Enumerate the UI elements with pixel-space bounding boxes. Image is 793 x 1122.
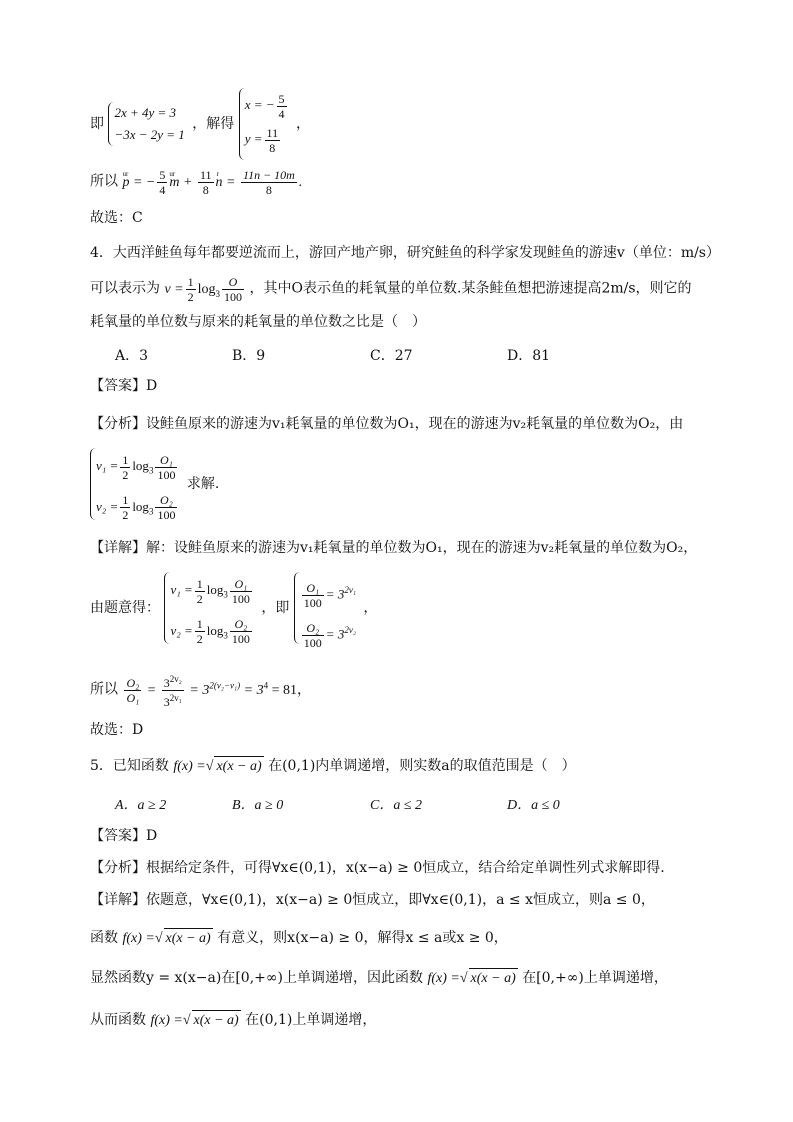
q4-analysis-system: v₁ = $\frac{1}{2}$ $\log_3$ $\frac{\text{O₁}}{100}$ v₂ = $\frac{1}{2}$ $\log_3$ $\frac{\text{O₂}}{100}$ 求解. — [90, 448, 219, 520]
q5-monotone-line: 显然函数y = x(x−a)在[0,+∞)上单调递增，因此函数 f(x) =√ x(x − a) 在[0,+∞)上单调递增， — [90, 968, 668, 989]
solution-system — [239, 88, 289, 160]
system-equations-line — [90, 88, 310, 160]
q4-detail-system: 由题意得： v₁ = $\frac{1}{2}$ $\log_3$ $\frac{\text{O₁}}{100}$ v₂ = $\frac{1}{2}$ $\log_3$ $\frac{\text{O₂}}{100}$ ，即 $\frac{\text{O₁}}{100}$ = $3^{2v_1}$ $\frac{\text{O₂}}{100}$ = $3^{2v_2}$ ， — [90, 572, 377, 644]
q5-option-b: B．a ≥ 0 — [232, 798, 284, 813]
q5-conclusion-line: 从而函数 f(x) =√ x(x − a) 在(0,1)上单调递增， — [90, 1010, 376, 1031]
q4-final-answer: 故选：D — [90, 722, 144, 738]
q4-answer: 【答案】D — [90, 378, 158, 394]
q5-line-1: 5．已知函数 f(x) =√ x(x − a) 在(0,1)内单调递增，则实数a的取值范围是（ ） — [90, 756, 576, 777]
equation-system — [108, 102, 184, 146]
q4-line-2: 可以表示为 v = $\frac{1}{2}$ $\log_3$ $\frac{O}{100}$ ，其中O表示鱼的耗氧量的单位数.某条鲑鱼想把游速提高2m/s，则它的 — [90, 275, 692, 304]
q5-detail: 【详解】依题意，∀x∈(0,1)，x(x−a) ≥ 0恒成立，即∀x∈(0,1)，a ≤ x恒成立，则a ≤ 0， — [90, 892, 655, 908]
q4-option-a: A．3 — [115, 348, 149, 364]
solution-x: x = − $\frac{5}{4}$ — [244, 91, 285, 121]
comma: ， — [296, 116, 310, 132]
solution-y: y = $\frac{11}{8}$ — [244, 125, 279, 155]
q4-option-b: B．9 — [232, 348, 266, 364]
vector-expression: ur p = − $\frac{5}{4}$ ur m + $\frac{11}{8}$ r n = $\frac{11n - 10m}{8}$ . — [122, 175, 302, 190]
q4-line-1: 4．大西洋鲑鱼每年都要逆流而上，游回产地产卵，研究鲑鱼的科学家发现鲑鱼的游速v（单位：m/s） — [90, 245, 720, 261]
jiede-text: ，解得 — [192, 116, 235, 132]
vector-result-line — [90, 168, 302, 197]
suoyi-text: 所以 — [90, 173, 118, 190]
q4-line-3: 耗氧量的单位数与原来的耗氧量的单位数之比是（ ） — [90, 314, 426, 330]
q5-domain-line: 函数 f(x) =√ x(x − a) 有意义，则x(x−a) ≥ 0，解得x ≤ a或x ≥ 0， — [90, 928, 508, 949]
q4-detail: 【详解】解：设鲑鱼原来的游速为v₁耗氧量的单位数为O₁，现在的游速为v₂耗氧量的单位数为O₂， — [90, 540, 698, 556]
q5-answer: 【答案】D — [90, 828, 158, 844]
q4-ratio-line: 所以 $\frac{\text{O₂}}{\text{O₁}}$ = $\frac{3^{2v_2}}{3^{2v_1}}$ = $3^{2(v_2-v_1)} = 3^4 = 81$， — [90, 674, 312, 709]
q5-option-c: C．a ≤ 2 — [370, 798, 423, 813]
equation-2: −3x − 2y = 1 — [114, 127, 185, 142]
answer-c-line: 故选：C — [90, 210, 143, 226]
q4-analysis: 【分析】设鲑鱼原来的游速为v₁耗氧量的单位数为O₁，现在的游速为v₂耗氧量的单位数为O₂，由 — [90, 416, 684, 432]
q4-option-d: D．81 — [507, 348, 551, 364]
equation-1: 2x + 4y = 3 — [114, 105, 177, 120]
ji-text: 即 — [90, 116, 104, 132]
q5-option-a: A．a ≥ 2 — [115, 798, 167, 813]
q5-option-d: D．a ≤ 0 — [507, 798, 560, 813]
q5-analysis: 【分析】根据给定条件，可得∀x∈(0,1)，x(x−a) ≥ 0恒成立，结合给定单调性列式求解即得. — [90, 860, 665, 876]
speed-formula: v = $\frac{1}{2}$ $\log_3$ $\frac{O}{100}$ — [164, 275, 243, 304]
q4-option-c: C．27 — [370, 348, 413, 364]
